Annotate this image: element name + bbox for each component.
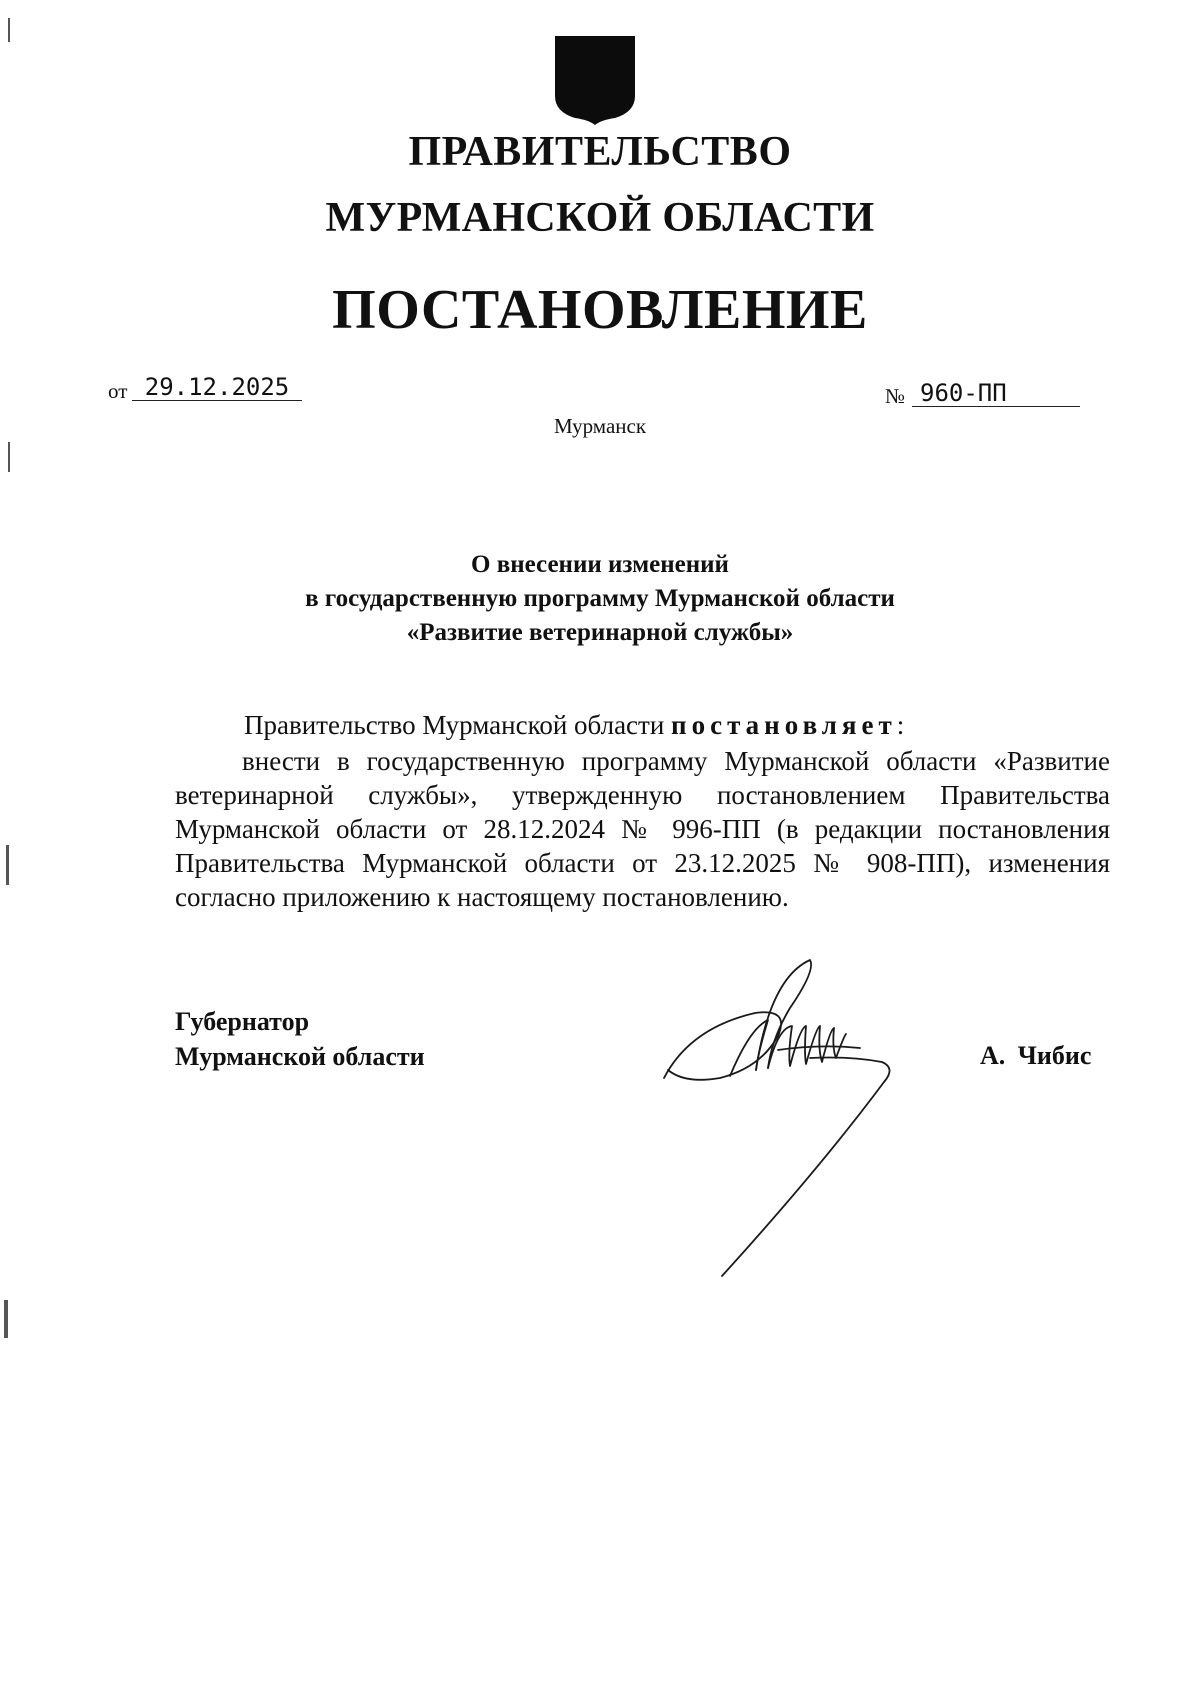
scan-mark [8,442,10,472]
intro-verb: постановляет [671,710,897,740]
scan-mark [4,1300,8,1338]
intro-paragraph [244,710,904,741]
body-line: согласно приложению к настоящему постановлению. [175,882,789,912]
coat-of-arms-icon [553,34,637,126]
intro-colon: : [896,710,905,740]
body-line: Мурманской области от 28.12.2024 № 996-ПП (в редакции постановления [175,814,1110,844]
number-value: 960-ПП [912,380,1080,407]
body-line: ветеринарной службы», утвержденную постановлением Правительства [175,780,1110,810]
signatory-post-line2: Мурманской области [175,1042,425,1071]
title-line2: в государственную программу Мурманской области [305,585,895,612]
date-label: от [108,379,128,403]
body-line: Правительства Мурманской области от 23.12.2025 № 908-ПП), изменения [175,848,1110,878]
scan-mark [8,18,10,42]
org-name-line1: ПРАВИТЕЛЬСТВО [408,129,792,175]
signatory-post [175,1004,425,1074]
signatory-name: А. Чибис [980,1041,1092,1070]
org-name-line2: МУРМАНСКОЙ ОБЛАСТИ [325,195,875,241]
city: Мурманск [553,414,647,438]
title-line1: О внесении изменений [471,551,729,578]
document-type: ПОСТАНОВЛЕНИЕ [332,279,868,341]
handwritten-signature-icon [660,958,930,1278]
scan-mark [6,845,9,885]
body-line: внести в государственную программу Мурманской области «Развитие [242,746,1110,776]
signatory-post-line1: Губернатор [175,1007,310,1036]
date-value: 29.12.2025 [132,374,302,401]
body-paragraph [175,744,1110,914]
intro-text: Правительство Мурманской области [244,710,665,740]
title-line3: «Развитие ветеринарной службы» [406,619,794,646]
number-label: № [885,384,906,408]
